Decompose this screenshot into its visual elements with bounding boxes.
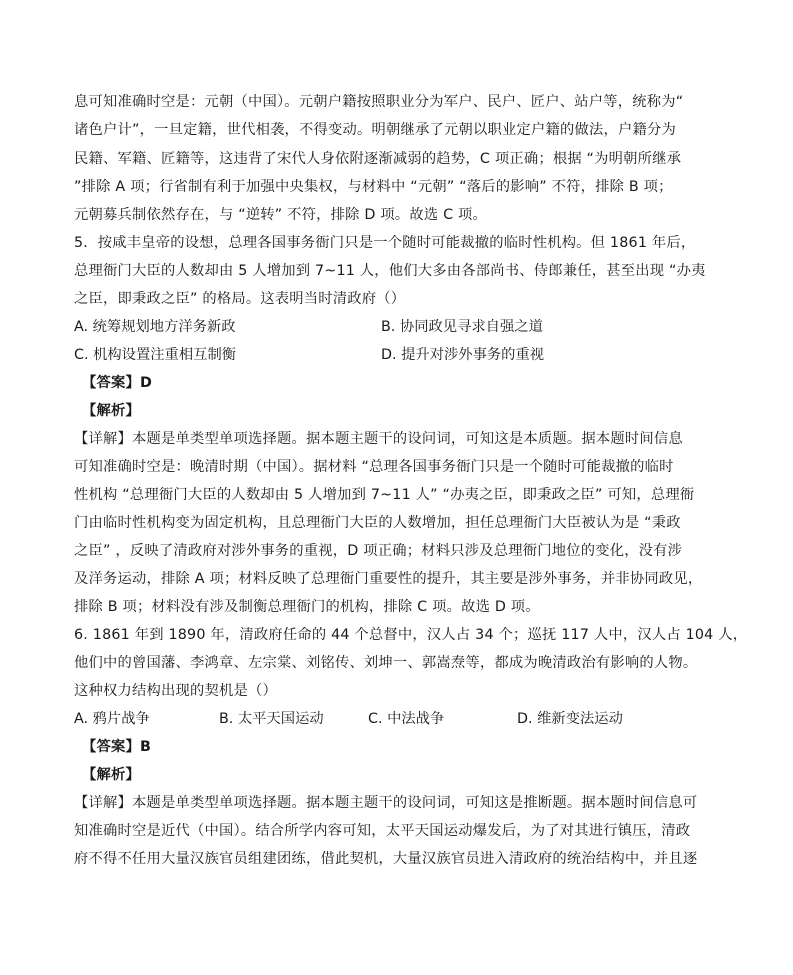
q5-detail-line: 可知准确时空是：晚清时期（中国）。据材料 “总理各国事务衙门只是一个随时可能裁撤的临时 (74, 459, 674, 475)
q6-detail-line: 【详解】本题是单类型单项选择题。据本题主题干的设问词，可知这是推断题。据本题时间信息可 (74, 795, 698, 811)
q5-detail-line: 【详解】本题是单类型单项选择题。据本题主题干的设问词，可知这是本质题。据本题时间信息 (74, 431, 683, 447)
q6-detail-line: 府不得不任用大量汉族官员组建团练，借此契机，大量汉族官员进入清政府的统治结构中，并且逐 (74, 851, 698, 867)
question-5-stem: 总理衙门大臣的人数却由 5 人增加到 7~11 人，他们大多由各部尚书、侍郎兼任，甚至出现 “办夷 (74, 263, 706, 279)
question-6-stem: 6. 1861 年到 1890 年，清政府任命的 44 个总督中，汉人占 34 个；巡抚 117 人中，汉人占 104 人， (74, 627, 748, 643)
text-line: 息可知准确时空是：元朝（中国）。元朝户籍按照职业分为军户、民户、匠户、站户等，统称为“ (74, 94, 684, 110)
text-line: 民籍、军籍、匠籍等，这违背了宋代人身依附逐渐减弱的趋势，C 项正确；根据 “为明朝所继承 (74, 151, 682, 167)
q5-detail-line: 及洋务运动，排除 A 项；材料反映了总理衙门重要性的提升，其主要是涉外事务，并非协同政见， (74, 571, 703, 587)
q6-option-c: C. 中法战争 (368, 711, 445, 727)
q5-option-b: B. 协同政见寻求自强之道 (381, 319, 543, 335)
q6-detail-line: 知准确时空是近代（中国）。结合所学内容可知，太平天国运动爆发后，为了对其进行镇压，清政 (74, 823, 691, 839)
q5-detail-line: 之臣” ，反映了清政府对涉外事务的重视，D 项正确；材料只涉及总理衙门地位的变化，没有涉 (74, 543, 683, 559)
q5-detail-line: 排除 B 项；材料没有涉及制衡总理衙门的机构，排除 C 项。故选 D 项。 (74, 599, 540, 615)
text-line: 诸色户计”，一旦定籍，世代相袭，不得变动。明朝继承了元朝以职业定户籍的做法，户籍分为 (74, 122, 676, 138)
text-line: 元朝募兵制依然存在，与 “逆转” 不符，排除 D 项。故选 C 项。 (74, 207, 487, 223)
question-5-stem: 之臣，即秉政之臣” 的格局。这表明当时清政府（） (74, 291, 406, 307)
text-line: ”排除 A 项；行省制有利于加强中央集权，与材料中 “元朝” “落后的影响” 不符，排除 B 项； (74, 179, 673, 195)
q5-answer: 【答案】D (82, 375, 153, 391)
question-6-stem: 他们中的曾国藩、李鸿章、左宗棠、刘铭传、刘坤一、郭嵩焘等，都成为晚清政治有影响的人物。 (74, 655, 698, 671)
question-6-stem: 这种权力结构出现的契机是（） (74, 683, 277, 699)
q5-analysis-label: 【解析】 (82, 403, 140, 419)
q5-option-c: C. 机构设置注重相互制衡 (74, 347, 237, 363)
q6-analysis-label: 【解析】 (82, 767, 140, 783)
question-5-stem: 5．按咸丰皇帝的设想，总理各国事务衙门只是一个随时可能裁撤的临时性机构。但 1861 年后， (74, 235, 696, 251)
q5-option-a: A. 统筹规划地方洋务新政 (74, 319, 236, 335)
q6-answer: 【答案】B (82, 739, 152, 755)
q6-option-a: A. 鸦片战争 (74, 711, 150, 727)
q6-option-b: B. 太平天国运动 (219, 711, 324, 727)
q5-option-d: D. 提升对涉外事务的重视 (381, 347, 545, 363)
q5-detail-line: 门由临时性机构变为固定机构，且总理衙门大臣的人数增加，担任总理衙门大臣被认为是 “秉政 (74, 515, 681, 531)
q6-option-d: D. 维新变法运动 (517, 711, 623, 727)
q5-detail-line: 性机构 “总理衙门大臣的人数却由 5 人增加到 7~11 人” “办夷之臣，即秉政之臣” 可知，总理衙 (74, 487, 695, 503)
